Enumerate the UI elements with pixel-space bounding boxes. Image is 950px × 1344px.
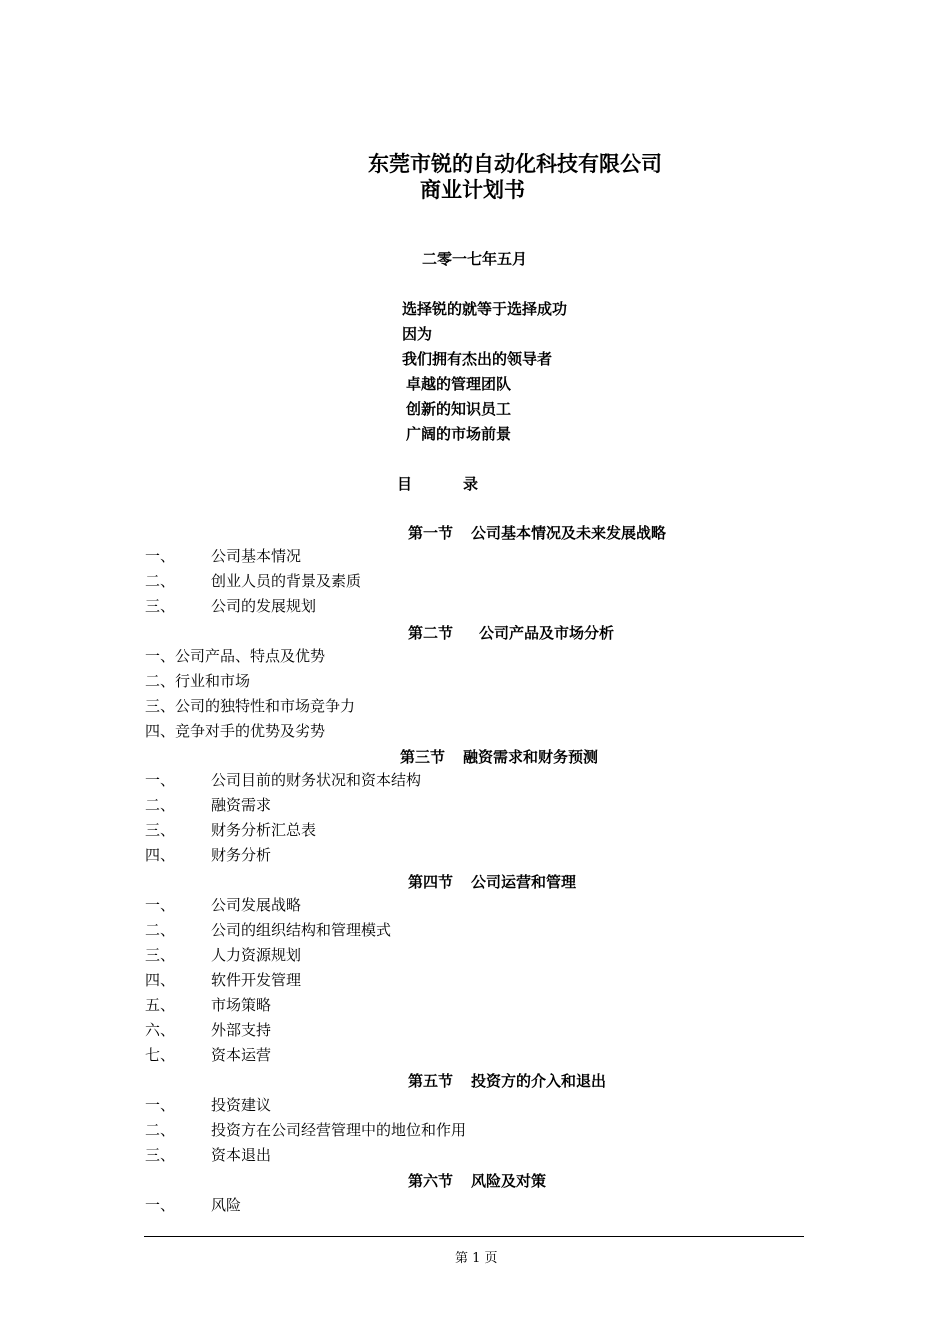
toc-item[interactable] <box>145 918 391 943</box>
toc-item[interactable] <box>145 993 271 1018</box>
item-title: 创业人员的背景及素质 <box>211 572 362 590</box>
item-number: 六、 <box>145 1021 176 1039</box>
page-number: 第 1 页 <box>455 1251 498 1266</box>
toc-item[interactable] <box>145 968 301 993</box>
toc-item[interactable] <box>145 569 361 594</box>
item-title: 公司的发展规划 <box>211 597 317 615</box>
toc-item[interactable]: 三、公司的独特性和市场竞争力 <box>145 697 356 715</box>
slogan-line: 广阔的市场前景 <box>406 425 512 443</box>
item-title: 公司基本情况 <box>211 547 302 565</box>
item-number: 三、 <box>145 946 176 964</box>
toc-item[interactable] <box>145 1093 271 1118</box>
item-number: 三、 <box>145 821 176 839</box>
toc-item[interactable] <box>145 1043 271 1068</box>
toc-heading-right: 录 <box>463 475 479 493</box>
item-title: 融资需求 <box>211 796 272 814</box>
toc-item[interactable] <box>145 1143 271 1168</box>
item-number: 五、 <box>145 996 176 1014</box>
item-title: 公司发展战略 <box>211 896 302 914</box>
toc-section-1[interactable] <box>408 522 666 543</box>
slogan-line: 选择锐的就等于选择成功 <box>402 300 568 318</box>
item-title: 软件开发管理 <box>211 971 302 989</box>
toc-item[interactable] <box>145 1118 466 1143</box>
section-title: 公司运营和管理 <box>471 873 577 891</box>
toc-section-2[interactable] <box>408 622 614 643</box>
toc-item[interactable] <box>145 768 421 793</box>
section-number: 第四节 <box>408 873 454 891</box>
document-date: 二零一七年五月 <box>422 250 528 268</box>
item-title: 人力资源规划 <box>211 946 302 964</box>
company-name: 东莞市锐的自动化科技有限公司 <box>368 152 662 176</box>
item-title: 财务分析 <box>211 846 272 864</box>
toc-item[interactable] <box>145 893 301 918</box>
toc-section-6[interactable] <box>408 1170 546 1191</box>
toc-item[interactable]: 一、公司产品、特点及优势 <box>145 647 326 665</box>
item-number: 一、 <box>145 1096 176 1114</box>
item-number: 一、 <box>145 896 176 914</box>
item-number: 三、 <box>145 1146 176 1164</box>
toc-item[interactable]: 二、行业和市场 <box>145 672 251 690</box>
item-number: 二、 <box>145 1121 176 1139</box>
toc-section-5[interactable] <box>408 1070 606 1091</box>
slogan-line: 我们拥有杰出的领导者 <box>402 350 553 368</box>
toc-item[interactable] <box>145 594 316 619</box>
section-title: 投资方的介入和退出 <box>471 1072 607 1090</box>
item-number: 二、 <box>145 921 176 939</box>
item-number: 一、 <box>145 1196 176 1214</box>
item-number: 七、 <box>145 1046 176 1064</box>
toc-section-4[interactable] <box>408 871 576 892</box>
section-title: 公司产品及市场分析 <box>479 624 615 642</box>
section-number: 第一节 <box>408 524 454 542</box>
toc-item[interactable] <box>145 843 271 868</box>
toc-item[interactable] <box>145 544 301 569</box>
item-number: 四、 <box>145 971 176 989</box>
section-number: 第五节 <box>408 1072 454 1090</box>
section-title: 风险及对策 <box>471 1172 547 1190</box>
item-number: 二、 <box>145 572 176 590</box>
toc-section-3[interactable] <box>400 746 598 767</box>
item-number: 四、 <box>145 846 176 864</box>
item-number: 一、 <box>145 771 176 789</box>
document-title: 商业计划书 <box>420 178 525 202</box>
section-number: 第三节 <box>400 748 446 766</box>
slogan-line: 卓越的管理团队 <box>406 375 512 393</box>
item-title: 外部支持 <box>211 1021 272 1039</box>
item-title: 财务分析汇总表 <box>211 821 317 839</box>
item-title: 资本运营 <box>211 1046 272 1064</box>
toc-item[interactable] <box>145 943 301 968</box>
toc-item[interactable] <box>145 1193 241 1218</box>
toc-item[interactable] <box>145 793 271 818</box>
item-number: 三、 <box>145 597 176 615</box>
toc-heading-left: 目 <box>397 475 413 493</box>
item-title: 公司目前的财务状况和资本结构 <box>211 771 422 789</box>
section-title: 公司基本情况及未来发展战略 <box>471 524 667 542</box>
item-title: 公司的组织结构和管理模式 <box>211 921 392 939</box>
toc-item[interactable]: 四、竞争对手的优势及劣势 <box>145 722 326 740</box>
item-number: 二、 <box>145 796 176 814</box>
item-title: 市场策略 <box>211 996 272 1014</box>
section-number: 第六节 <box>408 1172 454 1190</box>
toc-item[interactable] <box>145 1018 271 1043</box>
slogan-line: 创新的知识员工 <box>406 400 512 418</box>
item-title: 风险 <box>211 1196 242 1214</box>
toc-item[interactable] <box>145 818 316 843</box>
section-title: 融资需求和财务预测 <box>463 748 599 766</box>
item-title: 资本退出 <box>211 1146 272 1164</box>
item-title: 投资方在公司经营管理中的地位和作用 <box>211 1121 467 1139</box>
footer-rule <box>144 1236 804 1237</box>
item-title: 投资建议 <box>211 1096 272 1114</box>
section-number: 第二节 <box>408 624 454 642</box>
item-number: 一、 <box>145 547 176 565</box>
slogan-line: 因为 <box>402 325 433 343</box>
